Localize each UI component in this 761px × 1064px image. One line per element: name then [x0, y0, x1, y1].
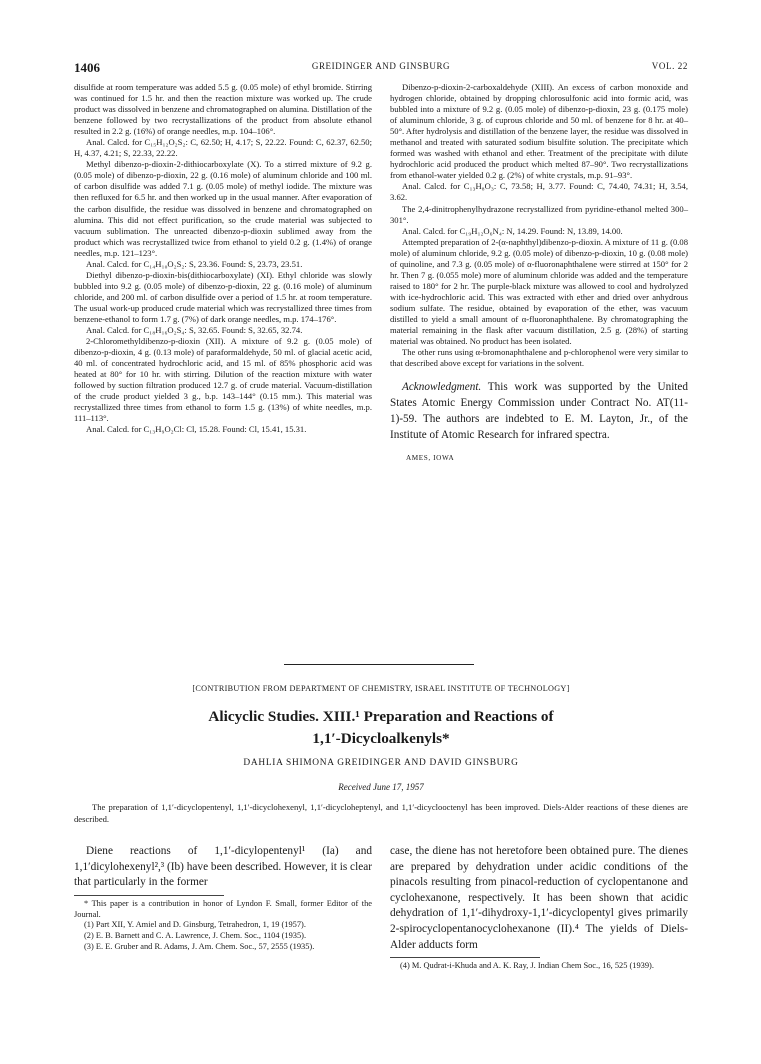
running-title: GREIDINGER AND GINSBURG — [311, 61, 451, 71]
footnote-rule — [390, 957, 540, 958]
paragraph: Attempted preparation of 2-(α-naphthyl)dibenzo-p-dioxin. A mixture of 11 g. (0.08 mole) of aluminum chloride, 9.2 g. (0.05 mole) of dibenzo-p-dioxin, 10 g. (0.08 mole) of quinoline, and 7.3 g. (0.05 mole) of α-fluoronaphthalene were stirred at 150° for 2 hr. Then 7 g. (0.055 mole) more of aluminum chloride was added and the temperature raised to 180° for 2 hr. The purple-black mixture was allowed to cool and hydrolyzed with ice-hydrochloric acid. This was extracted with ether and dried over anhydrous sodium sulfate. The residue, obtained by evaporation of the ether, was vacuum distilled to yield a small amount of α-fluoronaphthalene. By chromatographing the material remaining in the flask after vacuum distillation, 2.5 g. (28%) of starting material was obtained. No product has been isolated. — [390, 236, 688, 347]
acknowledgment-heading: Acknowledgment. — [402, 381, 482, 394]
footnote: (4) M. Qudrat-i-Khuda and A. K. Ray, J. Indian Chem Soc., 16, 525 (1939). — [400, 961, 654, 971]
footnote: (2) E. B. Barnett and C. A. Lawrence, J. Chem. Soc., 1104 (1935). — [84, 931, 307, 941]
article-body — [74, 844, 688, 1064]
contribution-line: [CONTRIBUTION FROM DEPARTMENT OF CHEMISTRY, ISRAEL INSTITUTE OF TECHNOLOGY] — [192, 684, 570, 693]
paragraph: Anal. Calcd. for C₁₃H₉O₂Cl: Cl, 15.28. Found: Cl, 15.41, 15.31. — [86, 424, 307, 435]
volume-label: VOL. 22 — [651, 61, 688, 71]
paragraph: The 2,4-dinitrophenylhydrazone recrystallized from pyridine-ethanol melted 300–301°. — [390, 203, 688, 225]
footnote: (3) E. E. Gruber and R. Adams, J. Am. Chem. Soc., 57, 2555 (1935). — [84, 941, 315, 951]
article-title — [74, 706, 688, 750]
location: AMES, IOWA — [406, 454, 455, 463]
paragraph: disulfide at room temperature was added 5.5 g. (0.05 mole) of ethyl bromide. Stirring was continued for 1.5 hr. and then the reaction mixture was worked up. The crude product was dissolved in benzene and chromatographed on alumina. Distillation of the benzene followed by two recrystallizations of the product from absolute ethanol resulted in 2.2 g. (16%) of orange needles, m.p. 104–106°. — [74, 82, 372, 137]
paragraph: Anal. Calcd. for C₁₉H₁₂O₆N₄: N, 14.29. Found: N, 13.89, 14.00. — [402, 225, 623, 236]
right-column — [390, 82, 688, 464]
body-left-column — [74, 844, 372, 953]
paragraph: Diethyl dibenzo-p-dioxin-bis(dithiocarboxylate) (XI). Ethyl chloride was slowly bubbled into 9.2 g. (0.05 mole) of dibenzo-p-dioxin, 22 g. (0.16 mole) of aluminum chloride, and 200 ml. of carbon disulfide over a period of 1.5 hr. at room temperature. The usual work-up produced crude material which was recrystallized three times from benzene-ethanol to form 1.7 g. (7%) of dark orange needles, m.p. 174–176°. — [74, 269, 372, 324]
footnotes — [390, 961, 688, 972]
paragraph: 2-Chloromethyldibenzo-p-dioxin (XII). A mixture of 9.2 g. (0.05 mole) of dibenzo-p-dioxin, 4 g. (0.13 mole) of paraformaldehyde, 50 ml. of glacial acetic acid, 40 ml. of concentrated hydrochloric acid, and 15 ml. of 85% phosphoric acid was heated at 80° for 10 hr. with stirring. Dilution of the reaction mixture with water followed by suction filtration produced 12.7 g. of crude material. Vacuum-distillation of the crude product yielded 3 g., b.p. 143–144° (0.15 mm.). This material was recrystallized three times from ethanol to form 1.5 g. (13%) of white needles, m.p. 111–113°. — [74, 336, 372, 424]
left-column — [74, 82, 372, 436]
title-line: Alicyclic Studies. XIII.¹ Preparation and Reactions of — [208, 708, 554, 725]
paragraph: Methyl dibenzo-p-dioxin-2-dithiocarboxylate (X). To a stirred mixture of 9.2 g. (0.05 mole) of dibenzo-p-dioxin, 22 g. (0.16 mole) of aluminum chloride and 100 ml. of carbon disulfide was added 7.1 g. (0.05 mole) of methyl iodide. The mixture was then refluxed for 6.5 hr. and then worked up in the usual manner. After evaporation of the carbon disulfide, the residue was dissolved in benzene and chromatographed on alumina. This did not effect purification, so the crude material was subjected to vacuum sublimation. The unreacted dibenzo-p-dioxin sublimed away from the product which was recrystallized twice from ethanol to yield 0.2 g. (1.4%) of orange needles, m.p. 121–123°. — [74, 159, 372, 258]
title-line: 1,1′-Dicycloalkenyls* — [312, 730, 450, 747]
section-divider — [284, 664, 474, 665]
paragraph: Anal. Calcd. for C₁₅H₁₂O₂S₂: C, 62.50; H, 4.17; S, 22.22. Found: C, 62.37, 62.50; H, 4.37, 4.21; S, 22.33, 22.22. — [74, 137, 372, 159]
body-right-column — [390, 844, 688, 972]
paragraph: Anal. Calcd. for C₁₈H₁₆O₂S₄: S, 32.65. Found: S, 32.65, 32.74. — [86, 325, 303, 336]
paragraph: Dibenzo-p-dioxin-2-carboxaldehyde (XIII). An excess of carbon monoxide and hydrogen chloride, obtained by dropping chlorosulfonic acid into formic acid, was bubbled into a mixture of 9.2 g. (0.05 mole) of dibenzo-p-dioxin, 23 g. (0.175 mole) of aluminum chloride, 3 g. of cuprous chloride and 50 ml. of benzene for 8 hr. at 40–50°. After hydrolysis and distillation of the benzene layer, the residue was dissolved in methanol and treated with saturated sodium bisulfite solution. The precipitate which formed was washed with ethanol and ether. Treatment of the precipitate with dilute hydrochloric acid produced the product which melted 87–90°. Two recrystallizations from ethanol-water yielded 0.2 g. (2%) of white crystals, m.p. 91–93°. — [390, 82, 688, 181]
acknowledgment-text: This work was supported by the United States Atomic Energy Commission under Contract No. AT(11-1)-59. The authors are indebted to E. M. Layton, Jr., of the Institute of Atomic Research for infrared spectra. — [390, 381, 688, 442]
footnote: (1) Part XII, Y. Amiel and D. Ginsburg, Tetrahedron, 1, 19 (1957). — [84, 920, 306, 930]
paragraph: The other runs using α-bromonaphthalene and p-chlorophenol were very similar to that described above except for variations in the solvent. — [390, 347, 688, 369]
page-number: 1406 — [74, 60, 100, 75]
body-paragraph: case, the diene has not heretofore been obtained pure. The dienes are prepared by dehydration under acidic conditions of the pinacols resulting from pinacol-reduction of cyclopentanone and cyclohexanone, respectively. It has been shown that acidic dehydration of 1,1′-dihydroxy-1,1′-dicyclopentyl gives primarily 2-spirocyclopentanocyclohexanone (II).⁴ The yields of Diels-Alder adducts form — [390, 845, 688, 951]
acknowledgment — [390, 379, 688, 443]
footnotes — [74, 899, 372, 953]
abstract: The preparation of 1,1′-dicyclopentenyl, 1,1′-dicyclohexenyl, 1,1′-dicycloheptenyl, and 1,1′-dicyclooctenyl has been improved. Diels-Alder reactions of these dienes are described. — [74, 802, 688, 824]
page-header — [74, 60, 688, 82]
footnote: * This paper is a contribution in honor of Lyndon F. Small, former Editor of the Journal. — [74, 898, 372, 919]
paragraph: Anal. Calcd. for C₁₃H₈O₃: C, 73.58; H, 3.77. Found: C, 74.40, 74.31; H, 3.54, 3.62. — [390, 181, 688, 203]
authors: DAHLIA SHIMONA GREIDINGER AND DAVID GINSBURG — [243, 758, 519, 768]
experimental-section — [74, 82, 688, 642]
footnote-rule — [74, 895, 224, 896]
journal-page — [74, 60, 688, 971]
paragraph: Anal. Calcd. for C₁₄H₁₀O₂S₂: S, 23.36. Found: S, 23.73, 23.51. — [86, 258, 303, 269]
received-date: Received June 17, 1957 — [338, 782, 424, 792]
body-paragraph: Diene reactions of 1,1′-dicylopentenyl¹ (Ia) and 1,1′dicylohexenyl²,³ (Ib) have been described. However, it is clear that particularly in the former — [74, 845, 373, 889]
